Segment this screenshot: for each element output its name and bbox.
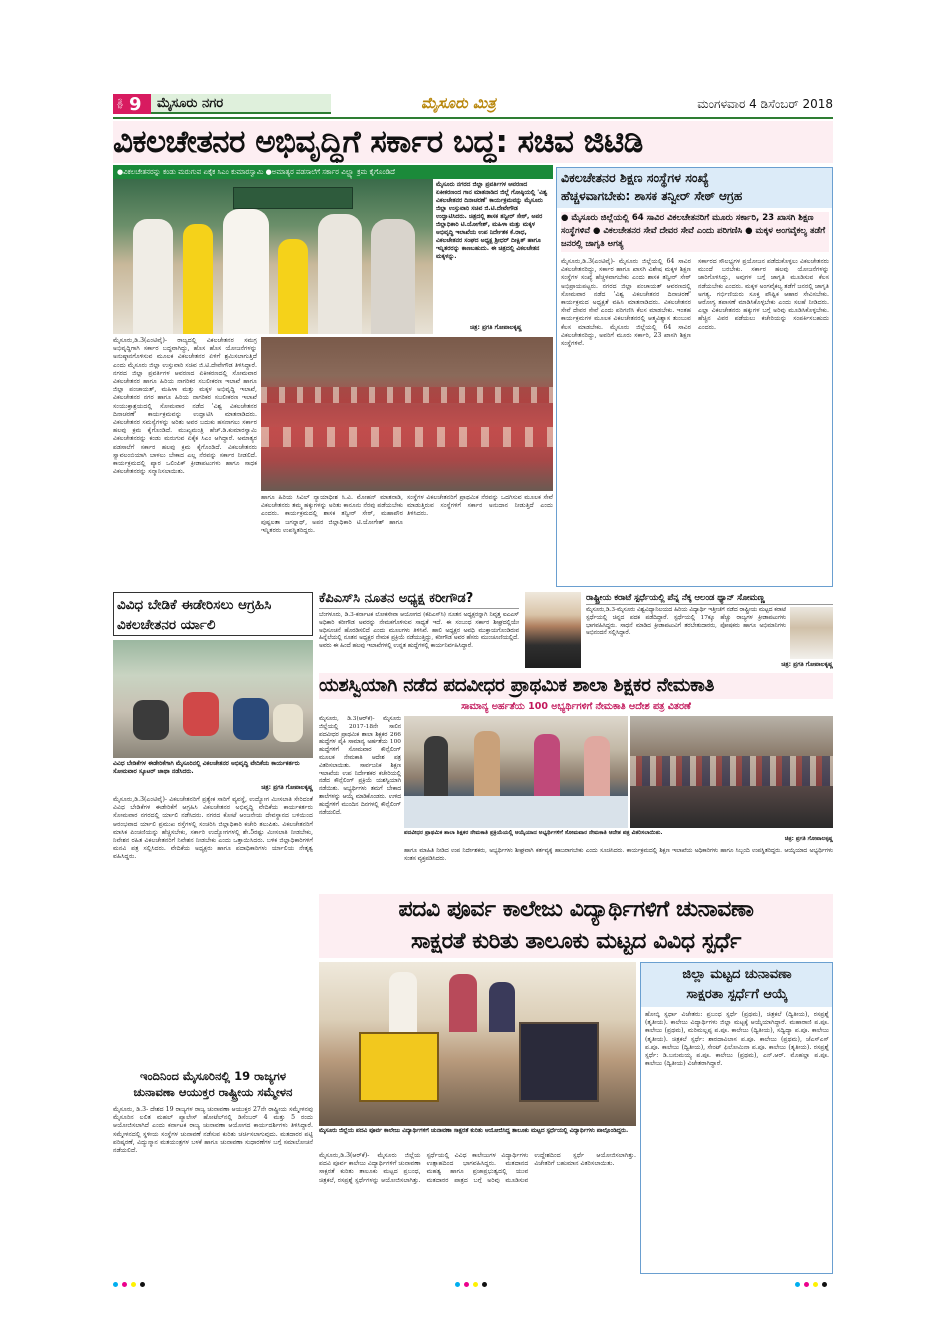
- person-shape: [389, 972, 417, 1032]
- person-shape: [318, 214, 362, 334]
- lead-body-col4: ಸಂಸ್ಥೆಗಳ ವಿಕಲಚೇತನರಿಗೆ ಪ್ರಾಥಮಿಕ ನೆರವನ್ನು ಒದಗಿಸುವ ಮೂಲಕ ಸೇವೆ ಮಾಡುತ್ತಿರುವ ಸಂಸ್ಥೆಗಳಿಗೆ ಸರ್ಕಾರ ಅನುದಾನ ನೀಡುತ್ತಿದೆ ಎಂದು ತಿಳಿಸಿದರು.: [407, 494, 553, 518]
- desk-shape: [404, 796, 628, 828]
- rally-caption: ವಿವಿಧ ಬೇಡಿಕೆಗಳ ಈಡೇರಿಕೆಗಾಗಿ ಮೈಸೂರಿನಲ್ಲಿ ವಿಕಲಚೇತನರ ಅಭಿವೃದ್ಧಿ ವೇದಿಕೆಯ ಕಾರ್ಯಕರ್ತರು ಸೋಮವಾರ ಸ್ಕೂಟರ್ ಜಾಥಾ ನಡೆಸಿದರು.: [113, 760, 300, 775]
- puc-caption: ಮೈಸೂರು ಜಿಲ್ಲೆಯ ಪದವಿ ಪೂರ್ವ ಕಾಲೇಜು ವಿದ್ಯಾರ್ಥಿಗಳಿಗೆ ಚುನಾವಣಾ ಸಾಕ್ಷರತೆ ಕುರಿತು ಆಯೋಜಿಸಿದ್ದ ತಾಲೂಕು ಮಟ್ಟದ ಸ್ಪರ್ಧೆಯಲ್ಲಿ ವಿದ್ಯಾರ್ಥಿಗಳು ಪಾಲ್ಗೊಂಡಿದ್ದರು.: [319, 1128, 629, 1134]
- puc-headline-line1: ಪದವಿ ಪೂರ್ವ ಕಾಲೇಜು ವಿದ್ಯಾರ್ಥಿಗಳಿಗೆ ಚುನಾವಣಾ: [398, 897, 754, 922]
- date: ಮಂಗಳವಾರ 4 ಡಿಸೆಂಬರ್ 2018: [697, 97, 833, 111]
- karate-credit: ಚಿತ್ರ: ಪ್ರಗತಿ ಗೋಪಾಲಕೃಷ್ಣ: [781, 661, 833, 668]
- mark-magenta: [464, 1282, 469, 1287]
- scooter-shape: [273, 704, 303, 742]
- conference-headline-line2: ಚುನಾವಣಾ ಆಯುಕ್ತರ ರಾಷ್ಟ್ರೀಯ ಸಮ್ಮೇಳನ: [133, 1085, 293, 1099]
- conference-headline-box: [113, 1068, 313, 1104]
- mark-cyan: [455, 1282, 460, 1287]
- teachers-subhead: ಸಾಮಾನ್ಯ ಅರ್ಹತೆಯ 100 ಅಭ್ಯರ್ಥಿಗಳಿಗೆ ನೇಮಕಾತಿ ಆದೇಶ ಪತ್ರ ವಿತರಣೆ: [461, 701, 691, 712]
- mark-black: [822, 1282, 827, 1287]
- page-number-box: [113, 94, 151, 114]
- rally-headline-box: [113, 592, 313, 636]
- puc-side-body: ಹೋಬ್ಳಿ ಸ್ಪರ್ಧಾ ವಿಜೇತರು: ಪ್ರಬಂಧ ಸ್ಪರ್ಧೆ (ಪ್ರಥಮ), ಚಿತ್ರಕಲೆ (ದ್ವಿತೀಯ), ರಸಪ್ರಶ್ನೆ (ತೃತೀಯ). ಕಾಲೇಜು ವಿದ್ಯಾರ್ಥಿಗಳು ಜಿಲ್ಲಾ ಮಟ್ಟಕ್ಕೆ ಆಯ್ಕೆಯಾಗಿದ್ದಾರೆ. ಮಹಾರಾಣಿ ಪ.ಪೂ. ಕಾಲೇಜು (ಪ್ರಥಮ), ಮರಿಮಲ್ಲಪ್ಪ ಪ.ಪೂ. ಕಾಲೇಜು (ದ್ವಿತೀಯ), ಸದ್ವಿದ್ಯಾ ಪ.ಪೂ. ಕಾಲೇಜು (ತೃತೀಯ). ಚಿತ್ರಕಲೆ ಸ್ಪರ್ಧೆ: ಶಾರದಾವಿಲಾಸ ಪ.ಪೂ. ಕಾಲೇಜು (ಪ್ರಥಮ), ಜೆಎಸ್‌ಎಸ್ ಪ.ಪೂ. ಕಾಲೇಜು (ದ್ವಿತೀಯ), ಸೇಂಟ್ ಫಿಲೋಮಿನಾ ಪ.ಪೂ. ಕಾಲೇಜು (ತೃತೀಯ). ರಸಪ್ರಶ್ನೆ ಸ್ಪರ್ಧೆ: ಡಿ.ಬನುಮಯ್ಯ ಪ.ಪೂ. ಕಾಲೇಜು (ಪ್ರಥಮ), ಎನ್.ಆರ್. ಮೊಹಲ್ಲಾ ಪ.ಪೂ. ಕಾಲೇಜು (ದ್ವಿತೀಯ) ವಿಜೇತರಾಗಿದ್ದಾರೆ.: [645, 1011, 829, 1068]
- sidebar-box: [556, 167, 833, 587]
- teachers-headline: ಯಶಸ್ವಿಯಾಗಿ ನಡೆದ ಪದವೀಧರ ಪ್ರಾಥಮಿಕ ಶಾಲಾ ಶಿಕ್ಷಕರ ನೇಮಕಾತಿ: [319, 675, 715, 696]
- scooter-shape: [233, 698, 269, 740]
- rally-body: ಮೈಸೂರು,ಡಿ.3(ಎಂಟಿವೈ)- ವಿಕಲಚೇತನರಿಗೆ ಪ್ರತ್ಯೇಕ ಸಾರಿಗೆ ವ್ಯವಸ್ಥೆ, ಉದ್ಯೋಗ ಮೀಸಲಾತಿ ಸೇರಿದಂತೆ ವಿವಿಧ ಬೇಡಿಕೆಗಳ ಈಡೇರಿಕೆಗೆ ಆಗ್ರಹಿಸಿ ವಿಕಲಚೇತನರ ಅಭಿವೃದ್ಧಿ ವೇದಿಕೆಯ ಕಾರ್ಯಕರ್ತರು ಸೋಮವಾರ ನಗರದಲ್ಲಿ ರ್ಯಾಲಿ ನಡೆಸಿದರು. ನಗರದ ಕೋಟೆ ಆಂಜನೇಯ ದೇವಸ್ಥಾನದ ಬಳಿಯಿಂದ ಆರಂಭವಾದ ರ್ಯಾಲಿ ಪ್ರಮುಖ ರಸ್ತೆಗಳಲ್ಲಿ ಸಂಚರಿಸಿ ಜಿಲ್ಲಾಧಿಕಾರಿ ಕಚೇರಿ ತಲುಪಿತು. ವಿಕಲಚೇತನರಿಗೆ ಮಾಸಿಕ ಪಿಂಚಣಿಯನ್ನು ಹೆಚ್ಚಿಸಬೇಕು, ಸರ್ಕಾರಿ ಉದ್ಯೋಗಗಳಲ್ಲಿ ಶೇ.5ರಷ್ಟು ಮೀಸಲಾತಿ ನೀಡಬೇಕು, ನಿವೇಶನ ರಹಿತ ವಿಕಲಚೇತನರಿಗೆ ನಿವೇಶನ ನೀಡಬೇಕು ಎಂದು ಒತ್ತಾಯಿಸಿದರು. ಬಳಿಕ ಜಿಲ್ಲಾಧಿಕಾರಿಗಳಿಗೆ ಮನವಿ ಪತ್ರ ಸಲ್ಲಿಸಿದರು. ವೇದಿಕೆಯ ಅಧ್ಯಕ್ಷರು ಹಾಗೂ ಪದಾಧಿಕಾರಿಗಳು ರ್ಯಾಲಿಯ ನೇತೃತ್ವ ವಹಿಸಿದ್ದರು.: [113, 796, 313, 861]
- sidebar-text-col2: ಸರ್ಕಾರದ ಸೌಲಭ್ಯಗಳ ಪ್ರಯೋಜನ ಪಡೆದುಕೊಳ್ಳಲು ವಿಕಲಚೇತನರು ಮುಂದೆ ಬರಬೇಕು. ಸರ್ಕಾರ ಹಲವು ಯೋಜನೆಗಳನ್ನು ಜಾರಿಗೊಳಿಸಿದ್ದು, ಅವುಗಳ ಬಗ್ಗೆ ಜಾಗೃತಿ ಮೂಡಿಸುವ ಕೆಲಸ ನಡೆಯಬೇಕು ಎಂದರು. ಮಕ್ಕಳ ಅಂಗವೈಕಲ್ಯ ತಡೆಗೆ ಜನರಲ್ಲಿ ಜಾಗೃತಿ ಅಗತ್ಯ. ಗರ್ಭಿಣಿಯರು ಸೂಕ್ತ ಪೌಷ್ಟಿಕ ಆಹಾರ ಸೇವಿಸಬೇಕು. ಆರೋಗ್ಯ ತಪಾಸಣೆ ಮಾಡಿಸಿಕೊಳ್ಳಬೇಕು ಎಂದು ಸಲಹೆ ನೀಡಿದರು. ಎಲ್ಲಾ ವಿಕಲಚೇತನರು ಹಕ್ಕುಗಳ ಬಗ್ಗೆ ಅರಿವು ಮೂಡಿಸಿಕೊಳ್ಳಬೇಕು. ಹೆಚ್ಚಿನ ವಿವರ ಪಡೆಯಲು ಕಚೇರಿಯನ್ನು ಸಂಪರ್ಕಿಸಬಹುದು ಎಂದರು.: [698, 258, 829, 331]
- lead-body: ಮೈಸೂರು,ಡಿ.3(ಎಂಟಿವೈ)- ರಾಜ್ಯದಲ್ಲಿ ವಿಕಲಚೇತನರ ಸಮಗ್ರ ಅಭಿವೃದ್ಧಿಗಾಗಿ ಸರ್ಕಾರ ಬದ್ಧವಾಗಿದ್ದು, ಹೊಸ ಹೊಸ ಯೋಜನೆಗಳನ್ನು ಅನುಷ್ಠಾನಗೊಳಿಸುವ ಮೂಲಕ ವಿಕಲಚೇತನರ ಏಳಿಗೆ ಶ್ರಮಿಸಲಾಗುತ್ತಿದೆ ಎಂದು ಮೈಸೂರು ಜಿಲ್ಲಾ ಉಸ್ತುವಾರಿ ಸಚಿವ ಜಿ.ಟಿ.ದೇವೇಗೌಡ ತಿಳಿಸಿದ್ದಾರೆ. ನಗರದ ಜಿಲ್ಲಾ ಪ್ರವರ್ತಿಗಳ ಆವರಣದ ಏಕೀಕರಣದಲ್ಲಿ ಸೋಮವಾರ ವಿಕಲಚೇತನರ ಹಾಗೂ ಹಿರಿಯ ನಾಗರಿಕರ ಸಬಲೀಕರಣ ಇಲಾಖೆ ಹಾಗೂ ಜಿಲ್ಲಾ ಪಂಚಾಯತ್, ಮಹಿಳಾ ಮತ್ತು ಮಕ್ಕಳ ಅಭಿವೃದ್ಧಿ ಇಲಾಖೆ, ವಿಕಲಚೇತನರ ನಗರ ಹಾಗೂ ಹಿರಿಯ ನಾಗರಿಕರ ಸಬಲೀಕರಣ ಇಲಾಖೆ ಸಂಯುಕ್ತಾಶ್ರಯದಲ್ಲಿ ಸೋಮವಾರ ನಡೆದ 'ವಿಶ್ವ ವಿಕಲಚೇತನರ ದಿನಾಚರಣೆ' ಕಾರ್ಯಕ್ರಮವನ್ನು ಉದ್ಘಾಟಿಸಿ ಮಾತನಾಡಿದರು. ವಿಕಲಚೇತನರ ಸಮಸ್ಯೆಗಳನ್ನು ಅರಿತು ಅವರ ಬದುಕು ಹಸನಾಗಲು ಸರ್ಕಾರ ಹಲವು ಕ್ರಮ ಕೈಗೊಂಡಿದೆ. ಮುಖ್ಯಮಂತ್ರಿ ಹೆಚ್.ಡಿ.ಕುಮಾರಸ್ವಾಮಿ ವಿಕಲಚೇತನರನ್ನು ಕಂಡು ಮರುಗುವ ಏಕೈಕ ಸಿಎಂ ಆಗಿದ್ದಾರೆ. ಅಮಾತ್ಯರ ಪಡಸಾಲೆಗೆ ಸರ್ಕಾರ ಹಲವು ಕ್ರಮ ಕೈಗೊಂಡಿದೆ. ವಿಕಲಚೇತನರು ಸ್ವಾವಲಂಬಿಯಾಗಿ ಬಾಳಲು ಬೇಕಾದ ಎಲ್ಲ ನೆರವನ್ನು ಸರ್ಕಾರ ನೀಡಲಿದೆ. ಕಾರ್ಯಕ್ರಮದಲ್ಲಿ ಪ್ಯಾರ ಒಲಿಂಪಿಕ್ ಕ್ರೀಡಾಪಟುಗಳು ಹಾಗೂ ಸಾಧಕ ವಿಕಲಚೇತನರನ್ನು ಸನ್ಮಾನಿಸಲಾಯಿತು.: [113, 337, 257, 476]
- section-bar: [151, 94, 331, 114]
- puc-photo: [319, 962, 636, 1126]
- rally-photo: [113, 640, 313, 758]
- lead-body-col3: ಹಾಗೂ ಹಿರಿಯ ಸಿವಿಲ್ ನ್ಯಾಯಾಧೀಶ ಸಿ.ವಿ. ಮೋಹನ್ ಮಾತನಾಡಿ, ವಿಕಲಚೇತನರು ತಮ್ಮ ಹಕ್ಕುಗಳನ್ನು ಅರಿತು ಕಾನೂನು ನೆರವು ಪಡೆಯಬೇಕು ಎಂದರು. ಕಾರ್ಯಕ್ರಮದಲ್ಲಿ ಶಾಸಕ ತನ್ವೀರ್ ಸೇಠ್, ಮಹಾಪೌರ ಪುಷ್ಪಲತಾ ಜಗನ್ನಾಥ್, ಅಪರ ಜಿಲ್ಲಾಧಿಕಾರಿ ಟಿ.ಯೋಗೇಶ್ ಹಾಗೂ ಇನ್ನಿತರರು ಉಪಸ್ಥಿತರಿದ್ದರು.: [261, 494, 403, 534]
- person-shape: [474, 731, 500, 796]
- crowd-photo: [261, 337, 553, 491]
- sidebar-bullets: ● ಮೈಸೂರು ಜಿಲ್ಲೆಯಲ್ಲಿ 64 ಸಾವಿರ ವಿಕಲಚೇತನರಿಗೆ ಮೂರು ಸರ್ಕಾರಿ, 23 ಖಾಸಗಿ ಶಿಕ್ಷಣ ಸಂಸ್ಥೆಗಳಿವೆ ● ವಿಕಲಚೇತನರ ಸೇವೆ ದೇವರ ಸೇವೆ ಎಂದು ಪರಿಗಣಿಸಿ ● ಮಕ್ಕಳ ಅಂಗವೈಕಲ್ಯ ತಡೆಗೆ ಜನರಲ್ಲಿ ಜಾಗೃತಿ ಅಗತ್ಯ: [561, 212, 829, 252]
- scooter-shape: [133, 700, 169, 740]
- karate-photo: [790, 607, 833, 659]
- lead-photo: [113, 179, 433, 334]
- teachers-subhead-box: [319, 700, 833, 714]
- header-rule: [113, 117, 833, 119]
- person-shape: [223, 209, 269, 334]
- teachers-body: ಹಾಗೂ ಮಾಹಿತಿ ನೀಡಿದ ಉಪ ನಿರ್ದೇಶಕರು, ಅಭ್ಯರ್ಥಿಗಳು ಶೀಘ್ರವಾಗಿ ಕರ್ತವ್ಯಕ್ಕೆ ಹಾಜರಾಗಬೇಕು ಎಂದು ಸೂಚಿಸಿದರು. ಕಾರ್ಯಕ್ರಮದಲ್ಲಿ ಶಿಕ್ಷಣ ಇಲಾಖೆಯ ಅಧಿಕಾರಿಗಳು ಹಾಗೂ ಸಿಬ್ಬಂದಿ ಉಪಸ್ಥಿತರಿದ್ದರು. ಆಯ್ಕೆಯಾದ ಅಭ್ಯರ್ಥಿಗಳು ಸಂತಸ ವ್ಯಕ್ತಪಡಿಸಿದರು.: [404, 848, 833, 862]
- lead-photo-side-text: ಮೈಸೂರು ನಗರದ ಜಿಲ್ಲಾ ಪ್ರವರ್ತಿಗಳ ಆವರಣದ ಏಕೀಕರಣಂದ ಗಾನ ಮಾತನಾಡಿದ ಜಿಲ್ಲೆ ಗೋಷ್ಠಿಯಲ್ಲಿ 'ವಿಶ್ವ ವಿಕಲಚೇತನರ ದಿನಾಚರಣೆ' ಕಾರ್ಯಕ್ರಮವನ್ನು ಮೈಸೂರು ಜಿಲ್ಲಾ ಉಸ್ತುವಾರಿ ಸಚಿವ ಜಿ.ಟಿ.ದೇವೇಗೌಡ ಉದ್ಘಾಟಿಸಿದರು. ಚಿತ್ರದಲ್ಲಿ ಶಾಸಕ ತನ್ವೀರ್ ಸೇಠ್, ಅಪರ ಜಿಲ್ಲಾಧಿಕಾರಿ ಟಿ.ಯೋಗೇಶ್, ಮಹಿಳಾ ಮತ್ತು ಮಕ್ಕಳ ಅಭಿವೃದ್ಧಿ ಇಲಾಖೆಯ ಉಪ ನಿರ್ದೇಶಕ ಕೆ.ರಾಧ, ವಿಕಲಚೇತನರ ಸಂಘದ ಅಧ್ಯಕ್ಷ ಶ್ರೀಧರ್ ದೀಕ್ಷಿತ್ ಹಾಗೂ ಇನ್ನಿತರರನ್ನು ಕಾಣಬಹುದು. ಈ ಚಿತ್ರದಲ್ಲಿ ವಿಕಲಚೇತನ ಮಕ್ಕಳನ್ನು.: [436, 181, 548, 260]
- person-shape: [371, 219, 415, 334]
- rally-headline: ವಿವಿಧ ಬೇಡಿಕೆ ಈಡೇರಿಸಲು ಆಗ್ರಹಿಸಿ ವಿಕಲಚೇತನರ ರ್ಯಾಲಿ: [117, 597, 272, 633]
- person-shape: [534, 734, 560, 796]
- mark-magenta: [804, 1282, 809, 1287]
- mark-cyan: [113, 1282, 118, 1287]
- sidebar-text-col1: ಮೈಸೂರು,ಡಿ.3(ಎಂಟಿವೈ)- ಮೈಸೂರು ಜಿಲ್ಲೆಯಲ್ಲಿ 64 ಸಾವಿರ ವಿಕಲಚೇತನರಿದ್ದು, ಸರ್ಕಾರ ಹಾಗೂ ಖಾಸಗಿ ವಿಶೇಷ ಮಕ್ಕಳ ಶಿಕ್ಷಣ ಸಂಸ್ಥೆಗಳ ಸಂಖ್ಯೆ ಹೆಚ್ಚಳವಾಗಬೇಕು ಎಂದು ಶಾಸಕ ತನ್ವೀರ್ ಸೇಠ್ ಅಭಿಪ್ರಾಯಪಟ್ಟರು. ನಗರದ ಜಿಲ್ಲಾ ಪಂಚಾಯತ್ ಆವರಣದಲ್ಲಿ ಸೋಮವಾರ ನಡೆದ 'ವಿಶ್ವ ವಿಕಲಚೇತನರ ದಿನಾಚರಣೆ' ಕಾರ್ಯಕ್ರಮದ ಅಧ್ಯಕ್ಷತೆ ವಹಿಸಿ ಮಾತನಾಡಿದರು. ವಿಕಲಚೇತನರ ಸೇವೆ ದೇವರ ಸೇವೆ ಎಂದು ಪರಿಗಣಿಸಿ ಕೆಲಸ ಮಾಡಬೇಕು. ಇಂತಹ ಕಾರ್ಯಕ್ರಮಗಳ ಮೂಲಕ ವಿಕಲಚೇತನರಲ್ಲಿ ಆತ್ಮವಿಶ್ವಾಸ ತುಂಬುವ ಕೆಲಸ ಮಾಡಬೇಕು. ಮೈಸೂರು ಜಿಲ್ಲೆಯಲ್ಲಿ 64 ಸಾವಿರ ವಿಕಲಚೇತನರಿದ್ದು, ಅವರಿಗೆ ಮೂರು ಸರ್ಕಾರಿ, 23 ಖಾಸಗಿ ಶಿಕ್ಷಣ ಸಂಸ್ಥೆಗಳಿವೆ.: [561, 258, 691, 348]
- puc-headline-line2: ಸಾಕ್ಷರತೆ ಕುರಿತು ತಾಲೂಕು ಮಟ್ಟದ ವಿವಿಧ ಸ್ಪರ್ಧೆ: [411, 929, 741, 954]
- lead-photo-credit: ಚಿತ್ರ: ಪ್ರಗತಿ ಗೋಪಾಲಕೃಷ್ಣ: [470, 324, 522, 331]
- kpsc-headline: ಕೆಪಿಎಸ್‌ಸಿ ನೂತನ ಅಧ್ಯಕ್ಷ ಕರೀಗೌಡ?: [319, 590, 519, 609]
- mark-yellow: [473, 1282, 478, 1287]
- registration-marks-center: [455, 1282, 495, 1288]
- poster-shape: [519, 1022, 599, 1102]
- person-shape: [183, 224, 213, 334]
- registration-marks-right: [795, 1282, 835, 1288]
- mark-black: [482, 1282, 487, 1287]
- lead-photo-caption: ●ವಿಕಲಚೇತನರನ್ನು ಕಂಡು ಮರುಗುವ ಏಕೈಕ ಸಿಎಂ ಕುಮಾರಸ್ವಾಮಿ ●ಅಮಾತ್ಯರ ಪಡಸಾಲೆಗೆ ಸರ್ಕಾರ ವಿಲ್ಹ್ಯಾ ಕ್ರಮ ಕೈಗೊಂಡಿದೆ: [113, 165, 553, 179]
- page-number: 9: [129, 94, 142, 114]
- person-shape: [278, 239, 308, 334]
- sidebar-headline-line1: ವಿಕಲಚೇತನರ ಶಿಕ್ಷಣ ಸಂಸ್ಥೆಗಳ ಸಂಖ್ಯೆ: [561, 170, 709, 185]
- puc-side-title-box: [641, 963, 833, 1007]
- puc-body: ಮೈಸೂರು,ಡಿ.3(ಆರ್‌ಕೆ)- ಮೈಸೂರು ಜಿಲ್ಲೆಯ ಪದವಿ ಪೂರ್ವ ಕಾಲೇಜು ವಿದ್ಯಾರ್ಥಿಗಳಿಗೆ ಚುನಾವಣಾ ಸಾಕ್ಷರತೆ ಕುರಿತು ತಾಲೂಕು ಮಟ್ಟದ ಪ್ರಬಂಧ, ಚಿತ್ರಕಲೆ, ರಸಪ್ರಶ್ನೆ ಸ್ಪರ್ಧೆಗಳನ್ನು ಆಯೋಜಿಸಲಾಗಿತ್ತು. ಸ್ಪರ್ಧೆಯಲ್ಲಿ ವಿವಿಧ ಕಾಲೇಜುಗಳ ವಿದ್ಯಾರ್ಥಿಗಳು ಉತ್ಸಾಹದಿಂದ ಭಾಗವಹಿಸಿದ್ದರು. ಮತದಾನದ ಮಹತ್ವ ಹಾಗೂ ಪ್ರಜಾಪ್ರಭುತ್ವದಲ್ಲಿ ಯುವ ಮತದಾರರ ಪಾತ್ರದ ಬಗ್ಗೆ ಅರಿವು ಮೂಡಿಸುವ ಉದ್ದೇಶದಿಂದ ಸ್ಪರ್ಧೆ ಆಯೋಜಿಸಲಾಗಿತ್ತು. ವಿಜೇತರಿಗೆ ಬಹುಮಾನ ವಿತರಿಸಲಾಯಿತು.: [319, 1152, 636, 1184]
- teachers-photo-2: [630, 716, 833, 828]
- scooter-shape: [183, 692, 219, 736]
- crowd-row: [261, 387, 553, 403]
- teachers-headline-box: [319, 673, 833, 699]
- person-shape: [584, 736, 610, 796]
- crowd-row: [261, 427, 553, 447]
- section-title: ಮೈಸೂರು ನಗರ: [157, 96, 224, 111]
- sidebar-headline-box: [557, 168, 833, 208]
- banner-shape: [233, 187, 353, 209]
- puc-side-title-line1: ಜಿಲ್ಲಾ ಮಟ್ಟದ ಚುನಾವಣಾ: [682, 967, 792, 982]
- teachers-caption: ಪದವೀಧರ ಪ್ರಾಥಮಿಕ ಶಾಲಾ ಶಿಕ್ಷಕರ ನೇಮಕಾತಿ ಪ್ರಕ್ರಿಯೆಯಲ್ಲಿ ಆಯ್ಕೆಯಾದ ಅಭ್ಯರ್ಥಿಗಳಿಗೆ ಸೋಮವಾರ ನೇಮಕಾತಿ ಆದೇಶ ಪತ್ರ ವಿತರಿಸಲಾಯಿತು.: [404, 830, 663, 836]
- conference-headline-line1: ಇಂದಿನಿಂದ ಮೈಸೂರಿನಲ್ಲಿ 19 ರಾಜ್ಯಗಳ: [139, 1069, 287, 1083]
- puc-headline-box: [319, 894, 833, 958]
- person-shape: [449, 974, 477, 1032]
- lead-headline-box: [113, 121, 833, 163]
- karate-headline: ರಾಷ್ಟ್ರೀಯ ಕರಾಟೆ ಸ್ಪರ್ಧೆಯಲ್ಲಿ ಪೆನ್ನ ನೆಕ್ಕ ಆಲಂಡ ಥ್ಯಾನ್ ಸೋಮಣ್ಣ: [586, 590, 833, 605]
- person-shape: [133, 219, 173, 334]
- karate-box: [586, 590, 833, 670]
- teachers-credit: ಚಿತ್ರ: ಪ್ರಗತಿ ಗೋಪಾಲಕೃಷ್ಣ: [784, 836, 833, 842]
- mark-yellow: [813, 1282, 818, 1287]
- masthead: ಮೈಸೂರು ಮಿತ್ರ: [421, 94, 496, 112]
- puc-side-box: [640, 962, 833, 1274]
- conference-body: ಮೈಸೂರು, ಡಿ.3- ದೇಶದ 19 ರಾಜ್ಯಗಳ ರಾಜ್ಯ ಚುನಾವಣಾ ಆಯುಕ್ತರ 27ನೇ ರಾಷ್ಟ್ರೀಯ ಸಮ್ಮೇಳನವು ಮೈಸೂರಿನ ಲಲಿತ ಮಹಲ್ ಪ್ಯಾಲೇಸ್ ಹೋಟೆಲ್‌ನಲ್ಲಿ ಡಿಸೆಂಬರ್ 4 ಮತ್ತು 5 ರಂದು ಆಯೋಜಿಸಲಾಗಿದೆ ಎಂದು ಕರ್ನಾಟಕ ರಾಜ್ಯ ಚುನಾವಣಾ ಆಯೋಗದ ಕಾರ್ಯದರ್ಶಿಗಳು ತಿಳಿಸಿದ್ದಾರೆ. ಸಮ್ಮೇಳನದಲ್ಲಿ ಸ್ಥಳೀಯ ಸಂಸ್ಥೆಗಳ ಚುನಾವಣೆ ನಡೆಸುವ ಕುರಿತು ಚರ್ಚಿಸಲಾಗುವುದು. ಮತದಾರರ ಪಟ್ಟಿ ಪರಿಷ್ಕರಣೆ, ವಿದ್ಯುನ್ಮಾನ ಮತಯಂತ್ರಗಳ ಬಳಕೆ ಹಾಗೂ ಚುನಾವಣಾ ಸುಧಾರಣೆಗಳ ಬಗ್ಗೆ ಸಮಾಲೋಚನೆ ನಡೆಯಲಿದೆ.: [113, 1106, 313, 1155]
- teachers-intro: ಮೈಸೂರು, ಡಿ.3(ಆರ್‌ಕೆ)- ಮೈಸೂರು ಜಿಲ್ಲೆಯಲ್ಲಿ 2017-18ನೇ ಸಾಲಿನ ಪದವೀಧರ ಪ್ರಾಥಮಿಕ ಶಾಲಾ ಶಿಕ್ಷಕರ 266 ಹುದ್ದೆಗಳ ಪೈಕಿ ಸಾಮಾನ್ಯ ಅರ್ಹತೆಯ 100 ಹುದ್ದೆಗಳಿಗೆ ಸೋಮವಾರ ಕೌನ್ಸೆಲಿಂಗ್ ಮೂಲಕ ನೇಮಕಾತಿ ಆದೇಶ ಪತ್ರ ವಿತರಿಸಲಾಯಿತು. ಸಾರ್ವಜನಿಕ ಶಿಕ್ಷಣ ಇಲಾಖೆಯ ಉಪ ನಿರ್ದೇಶಕರ ಕಚೇರಿಯಲ್ಲಿ ನಡೆದ ಕೌನ್ಸೆಲಿಂಗ್ ಪ್ರಕ್ರಿಯೆ ಯಶಸ್ವಿಯಾಗಿ ನಡೆಯಿತು. ಅಭ್ಯರ್ಥಿಗಳು ತಮಗೆ ಬೇಕಾದ ಶಾಲೆಗಳನ್ನು ಆಯ್ಕೆ ಮಾಡಿಕೊಂಡರು. ಉಳಿದ ಹುದ್ದೆಗಳಿಗೆ ಮುಂದಿನ ದಿನಗಳಲ್ಲಿ ಕೌನ್ಸೆಲಿಂಗ್ ನಡೆಯಲಿದೆ.: [319, 716, 401, 816]
- registration-marks-left: [113, 1282, 153, 1288]
- person-shape: [424, 736, 448, 796]
- kpsc-box: [319, 590, 583, 670]
- kpsc-body: ಬೆಂಗಳೂರು, ಡಿ.3-ಕರ್ನಾಟಕ ಲೋಕಸೇವಾ ಆಯೋಗದ (ಕೆಪಿಎಸ್‌ಸಿ) ನೂತನ ಅಧ್ಯಕ್ಷರನ್ನಾಗಿ ನಿವೃತ್ತ ಐಎಎಸ್ ಅಧಿಕಾರಿ ಕರೀಗೌಡ ಅವರನ್ನು ನೇಮಕಗೊಳಿಸುವ ಸಾಧ್ಯತೆ ಇದೆ. ಈ ಸಂಬಂಧ ಸರ್ಕಾರ ಶೀಘ್ರದಲ್ಲಿಯೇ ಅಧಿಸೂಚನೆ ಹೊರಡಿಸಲಿದೆ ಎಂದು ಮೂಲಗಳು ತಿಳಿಸಿವೆ. ಹಾಲಿ ಅಧ್ಯಕ್ಷರ ಅವಧಿ ಮುಕ್ತಾಯಗೊಂಡಿರುವ ಹಿನ್ನೆಲೆಯಲ್ಲಿ ನೂತನ ಅಧ್ಯಕ್ಷರ ನೇಮಕ ಪ್ರಕ್ರಿಯೆ ನಡೆಯುತ್ತಿದ್ದು, ಕರೀಗೌಡ ಅವರ ಹೆಸರು ಮುಂಚೂಣಿಯಲ್ಲಿದೆ. ಅವರು ಈ ಹಿಂದೆ ಹಲವು ಇಲಾಖೆಗಳಲ್ಲಿ ಉನ್ನತ ಹುದ್ದೆಗಳಲ್ಲಿ ಕಾರ್ಯನಿರ್ವಹಿಸಿದ್ದಾರೆ.: [319, 612, 519, 650]
- page-header: [113, 94, 833, 116]
- page-label: ಪುಟ: [115, 98, 124, 109]
- mark-cyan: [795, 1282, 800, 1287]
- kpsc-portrait: [525, 592, 581, 668]
- poster-shape: [359, 1032, 439, 1102]
- rally-credit: ಚಿತ್ರ: ಪ್ರಗತಿ ಗೋಪಾಲಕೃಷ್ಣ: [261, 784, 313, 791]
- karate-body: ಮೈಸೂರು,ಡಿ.3-ಮೈಸೂರು ವಿಶ್ವವಿದ್ಯಾನಿಲಯದ ಹಿರಿಯ ವಿದ್ಯಾರ್ಥಿ ಇತ್ತೀಚೆಗೆ ನಡೆದ ರಾಷ್ಟ್ರೀಯ ಮಟ್ಟದ ಕರಾಟೆ ಸ್ಪರ್ಧೆಯಲ್ಲಿ ಚಿನ್ನದ ಪದಕ ಪಡೆದಿದ್ದಾರೆ. ಸ್ಪರ್ಧೆಯಲ್ಲಿ 17ಕ್ಕೂ ಹೆಚ್ಚು ರಾಜ್ಯಗಳ ಕ್ರೀಡಾಪಟುಗಳು ಭಾಗವಹಿಸಿದ್ದರು. ಸಾಧನೆ ಮಾಡಿದ ಕ್ರೀಡಾಪಟುವಿಗೆ ತರಬೇತುದಾರರು, ಪೋಷಕರು ಹಾಗೂ ಅಭಿಮಾನಿಗಳು ಅಭಿನಂದನೆ ಸಲ್ಲಿಸಿದ್ದಾರೆ.: [586, 607, 786, 637]
- teachers-photo-1: [404, 716, 628, 828]
- mark-black: [140, 1282, 145, 1287]
- mark-magenta: [122, 1282, 127, 1287]
- crowd-row: [630, 756, 833, 786]
- mark-yellow: [131, 1282, 136, 1287]
- lead-headline: ವಿಕಲಚೇತನರ ಅಭಿವೃದ್ಧಿಗೆ ಸರ್ಕಾರ ಬದ್ಧ: ಸಚಿವ ಜಿಟಿಡಿ: [113, 124, 643, 160]
- person-shape: [489, 982, 515, 1032]
- sidebar-headline-line2: ಹೆಚ್ಚಳವಾಗಬೇಕು: ಶಾಸಕ ತನ್ವೀರ್ ಸೇಠ್ ಆಗ್ರಹ: [561, 189, 743, 203]
- puc-side-title-line2: ಸಾಕ್ಷರತಾ ಸ್ಪರ್ಧೆಗೆ ಆಯ್ಕೆ: [686, 987, 788, 1002]
